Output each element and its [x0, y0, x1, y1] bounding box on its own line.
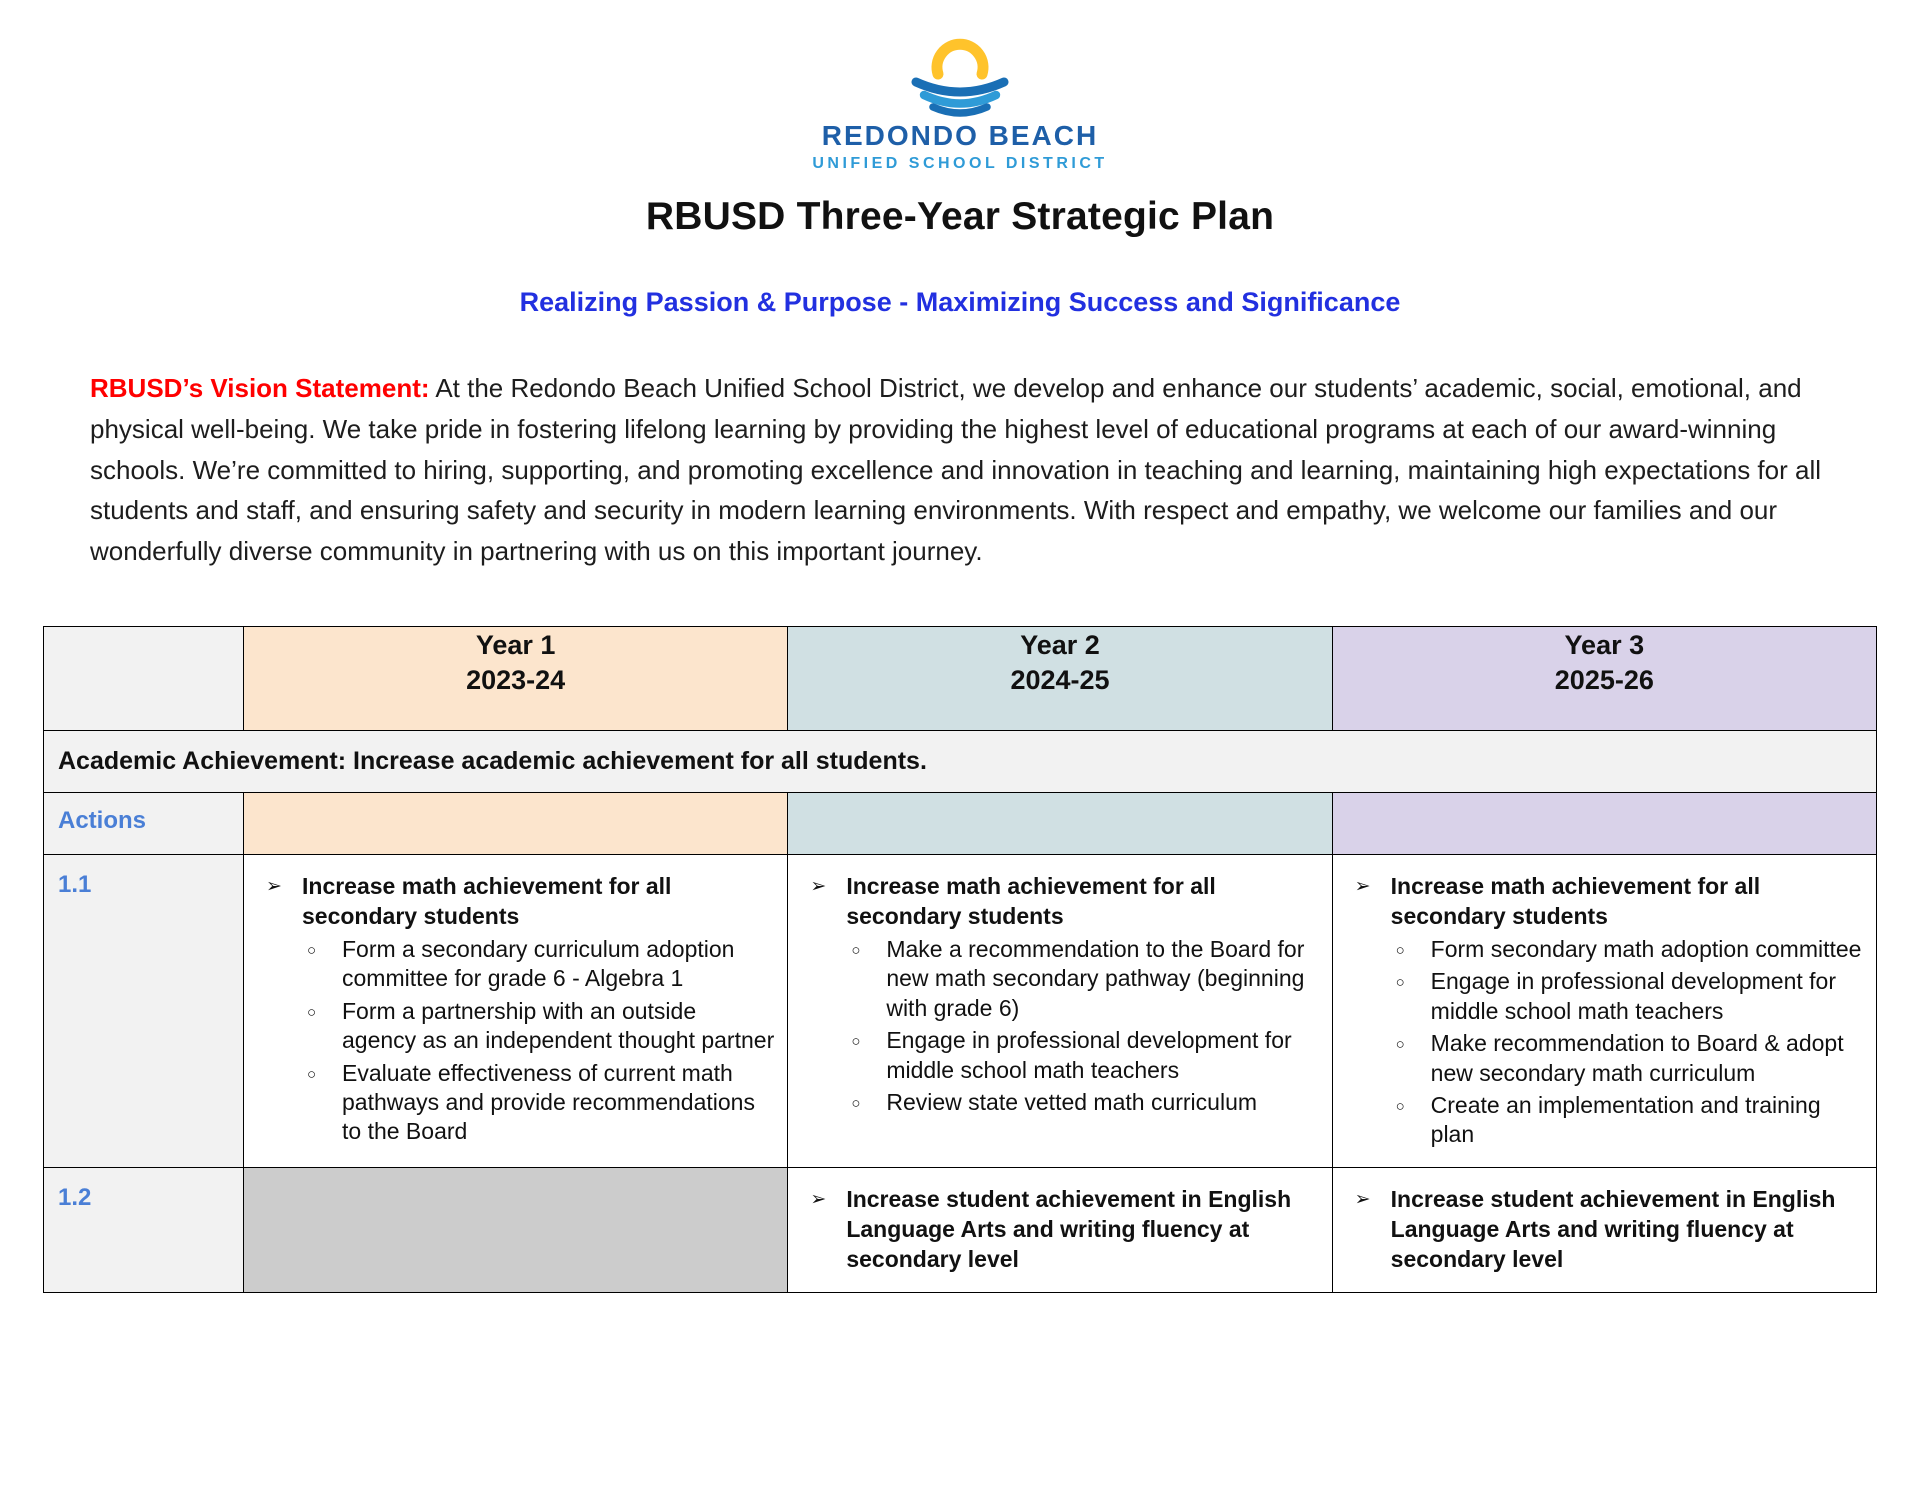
actions-year3-cell: [1332, 793, 1876, 855]
year2-header: [788, 627, 1332, 731]
circle-bullet-icon: ○: [851, 1033, 861, 1051]
district-logo: [812, 34, 1107, 173]
sub-bullet-text: Form secondary math adoption committee: [1430, 935, 1862, 962]
sub-bullet-text: Engage in professional development for middle school math teachers: [1430, 968, 1836, 1024]
goal-item: [802, 872, 1319, 932]
arrow-bullet-icon: ➢: [1354, 1188, 1371, 1210]
goal-heading: Increase math achievement for all secondary students: [302, 873, 672, 929]
goal-cell-year3: [1332, 855, 1876, 1168]
page-title: RBUSD Three-Year Strategic Plan: [645, 195, 1275, 238]
sub-bullet-text: Make recommendation to Board & adopt new secondary math curriculum: [1430, 1030, 1844, 1086]
actions-row: [44, 793, 1877, 855]
circle-bullet-icon: ○: [1395, 941, 1405, 959]
goal-item: [258, 872, 775, 932]
sub-bullet-text: Create an implementation and training plan: [1430, 1092, 1821, 1148]
goal-item: [802, 1185, 1319, 1275]
sun-book-logo-icon: [870, 34, 1050, 118]
sub-bullet-item: [302, 997, 775, 1056]
goal-heading: Increase math achievement for all secondary students: [1390, 873, 1761, 929]
goal-heading: Increase student achievement in English Language Arts and writing fluency at secondary level: [1390, 1185, 1836, 1272]
arrow-bullet-icon: ➢: [266, 876, 282, 898]
table-row: [44, 855, 1877, 1168]
sub-bullet-item: [302, 1059, 775, 1147]
sub-bullet-item: [846, 1026, 1319, 1085]
circle-bullet-icon: ○: [307, 1065, 317, 1083]
arrow-bullet-icon: ➢: [1354, 876, 1371, 898]
page-subtitle: Realizing Passion & Purpose - Maximizing Success and Significance: [519, 287, 1401, 317]
table-row: [44, 1167, 1877, 1292]
sub-bullet-text: Form a secondary curriculum adoption committee for grade 6 - Algebra 1: [342, 935, 735, 992]
year-header-row: [44, 627, 1877, 731]
year3-range: 2025-26: [1554, 665, 1654, 696]
sub-bullet-item: [1391, 1091, 1864, 1150]
goal-heading: Increase student achievement in English Language Arts and writing fluency at secondary level: [846, 1185, 1292, 1272]
circle-bullet-icon: ○: [307, 1003, 317, 1021]
year2-range: 2024-25: [1010, 665, 1110, 696]
year3-header: [1332, 627, 1876, 731]
goal-cell-year1: [244, 855, 788, 1168]
arrow-bullet-icon: ➢: [810, 876, 827, 898]
document-header: [0, 0, 1920, 318]
year3-title: Year 3: [1564, 630, 1645, 661]
sub-bullet-text: Form a partnership with an outside agency as an independent thought partner: [342, 997, 775, 1054]
circle-bullet-icon: ○: [1395, 974, 1405, 992]
sub-bullet-text: Engage in professional development for middle school math teachers: [886, 1027, 1292, 1083]
sub-bullet-item: [1391, 1029, 1864, 1088]
sub-bullet-item: [1391, 967, 1864, 1026]
sub-bullet-item: [846, 1088, 1319, 1117]
sub-bullet-item: [846, 935, 1319, 1023]
district-tagline: UNIFIED SCHOOL DISTRICT: [812, 155, 1108, 172]
year1-header: [244, 627, 788, 731]
district-name: REDONDO BEACH: [821, 120, 1099, 151]
section-header-row: [44, 731, 1877, 793]
vision-statement-text: At the Redondo Beach Unified School District, we develop and enhance our students’ academic, social, emotional, and physical well-being. We take pride in fostering lifelong learning by providing the highest level of educational programs at each of our award-winning schools. We’re committed to hiring, supporting, and promoting excellence and innovation in teaching and learning, maintaining high expectations for all students and staff, and ensuring safety and security in modern learning environments. With respect and empathy, we welcome our families and our wonderfully diverse community in partnering with us on this important journey.: [90, 373, 1821, 567]
goal-cell-year2: [788, 855, 1332, 1168]
row-id: 1.1: [44, 855, 244, 1168]
year1-range: 2023-24: [466, 665, 566, 696]
actions-year1-cell: [244, 793, 788, 855]
circle-bullet-icon: ○: [307, 941, 317, 959]
sub-bullet-item: [302, 935, 775, 994]
row-id: 1.2: [44, 1167, 244, 1292]
strategic-plan-table: [43, 626, 1877, 1293]
circle-bullet-icon: ○: [851, 1095, 861, 1113]
actions-year2-cell: [788, 793, 1332, 855]
year1-title: Year 1: [475, 630, 556, 661]
goal-item: [1347, 1185, 1864, 1275]
goal-cell-year3: [1332, 1167, 1876, 1292]
actions-label: Actions: [44, 793, 244, 855]
vision-statement: [90, 368, 1830, 572]
corner-cell: [44, 627, 244, 731]
arrow-bullet-icon: ➢: [810, 1188, 827, 1210]
goal-item: [1347, 872, 1864, 932]
circle-bullet-icon: ○: [1395, 1036, 1405, 1054]
empty-cell-year1: [244, 1167, 788, 1292]
circle-bullet-icon: ○: [1395, 1098, 1405, 1116]
year2-title: Year 2: [1020, 630, 1100, 661]
sub-bullet-text: Evaluate effectiveness of current math pathways and provide recommendations to the Board: [342, 1059, 755, 1145]
goal-heading: Increase math achievement for all secondary students: [846, 873, 1216, 929]
sub-bullet-text: Review state vetted math curriculum: [886, 1089, 1258, 1116]
circle-bullet-icon: ○: [851, 941, 861, 959]
sub-bullet-text: Make a recommendation to the Board for new math secondary pathway (beginning with grade 6): [886, 935, 1305, 1021]
sub-bullet-item: [1391, 935, 1864, 964]
vision-statement-label: RBUSD’s Vision Statement:: [90, 373, 430, 403]
goal-cell-year2: [788, 1167, 1332, 1292]
section-header: Academic Achievement: Increase academic achievement for all students.: [44, 731, 1877, 793]
